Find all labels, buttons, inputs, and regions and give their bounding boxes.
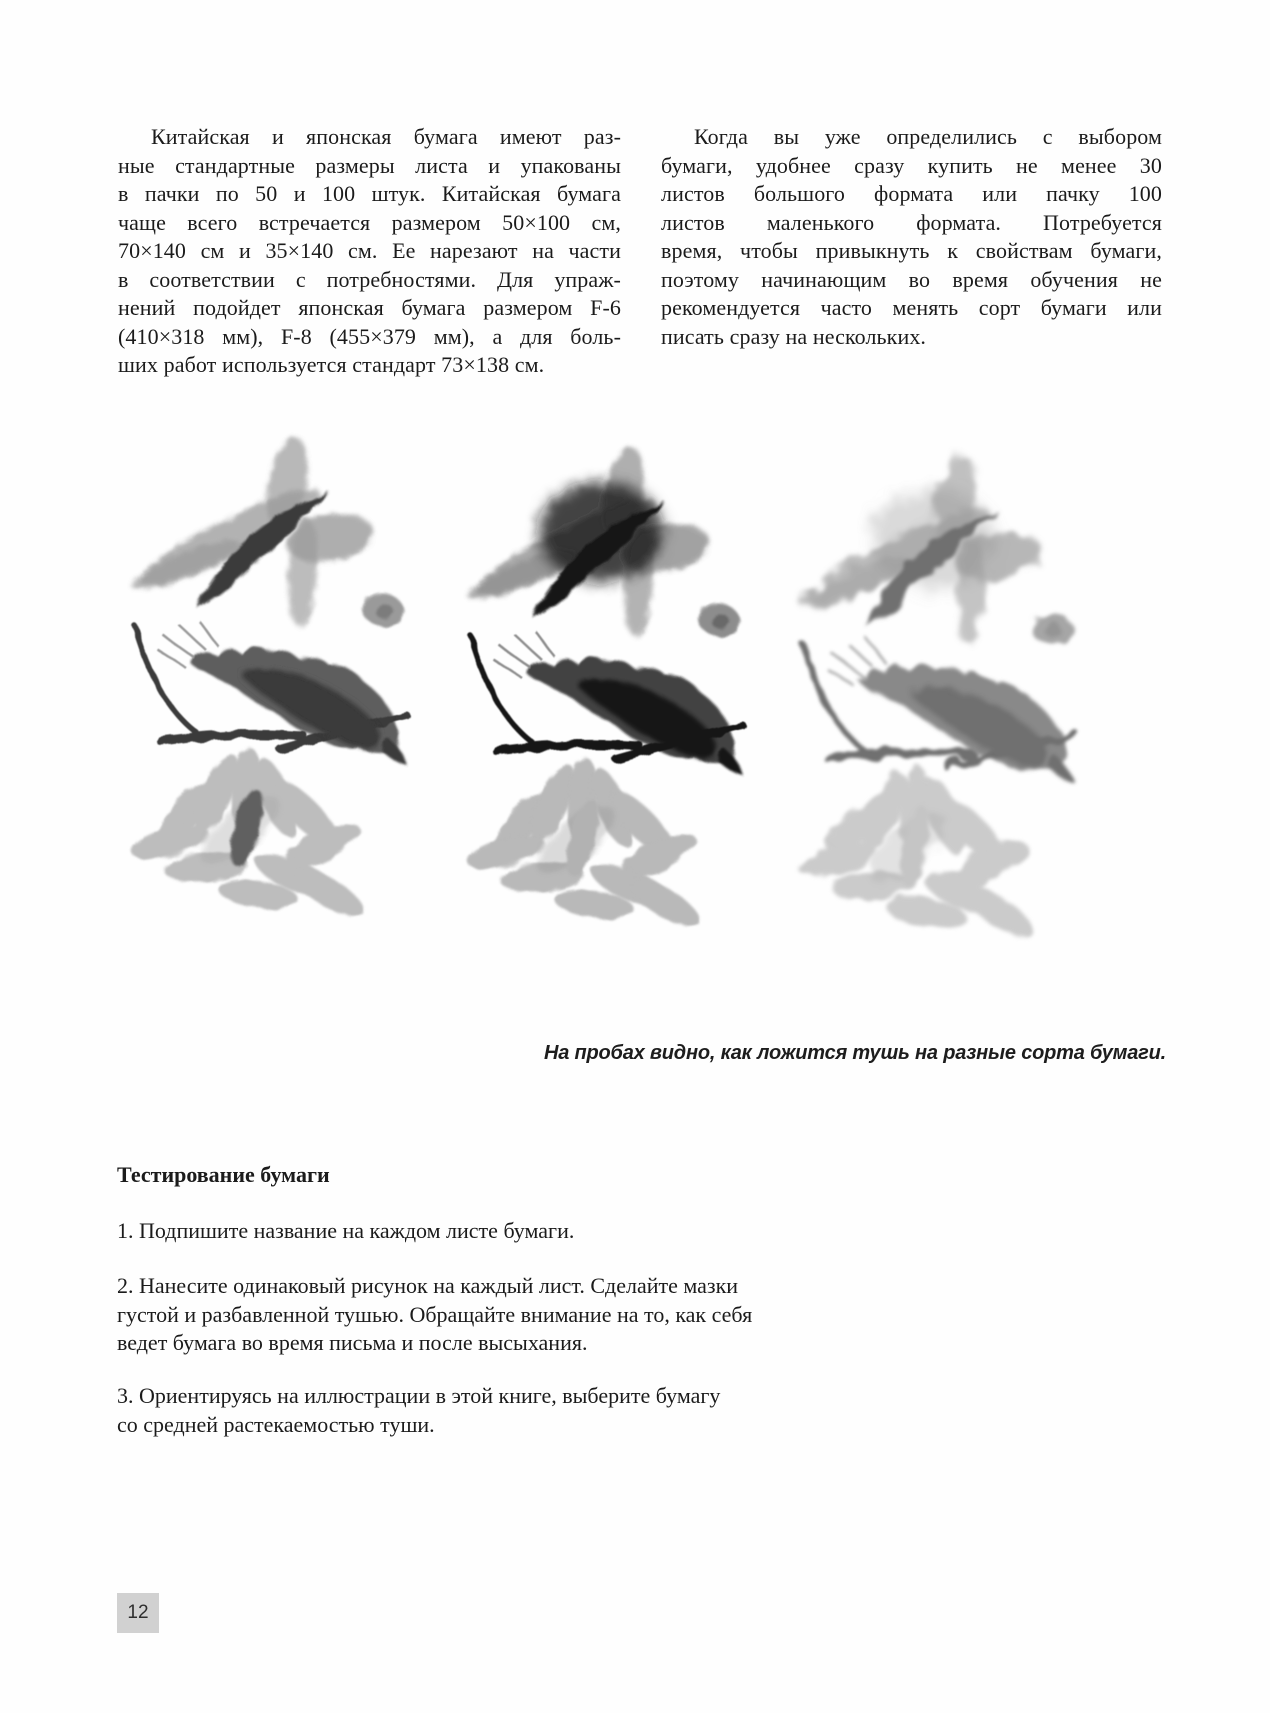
text-line: 1. Подпишите название на каждом листе бумаги.: [117, 1218, 575, 1243]
text-line: в пачки по 50 и 100 штук. Китайская бумага: [118, 181, 621, 206]
test-step-1: [117, 1217, 897, 1246]
text-line: (410×318 мм), F-8 (455×379 мм), а для боль-: [118, 323, 621, 349]
text-line: в соответствии с потребностями. Для упраж-: [118, 266, 621, 292]
page-number: 12: [127, 1602, 149, 1623]
paper-test-sample-3: [796, 452, 1075, 944]
ink-dot: [363, 594, 403, 626]
paper-test-sample-1: [128, 434, 407, 926]
chrysanthemum-strokes: [796, 764, 1039, 944]
caterpillar-branch-strokes: [471, 630, 743, 775]
bird-brush-strokes: [128, 434, 378, 627]
chrysanthemum-strokes: [128, 746, 371, 926]
text-line: листов маленького формата. Потребуется: [661, 209, 1162, 235]
test-step-2: [117, 1272, 897, 1358]
text-line: ших работ используется стандарт 73×138 см.: [118, 352, 545, 377]
text-line: 3. Ориентируясь на иллюстрации в этой книге, выберите бумагу: [117, 1383, 721, 1408]
text-line: 70×140 см и 35×140 см. Ее нарезают на части: [118, 238, 621, 263]
text-line: со средней растекаемостью туши.: [117, 1411, 435, 1437]
intro-paragraph-right: [661, 123, 1162, 351]
text-line: ные стандартные размеры листа и упакованы: [118, 152, 621, 178]
text-line: листов большого формата или пачку 100: [661, 181, 1162, 206]
test-step-3: [117, 1382, 897, 1439]
text-line: 2. Нанесите одинаковый рисунок на каждый лист. Сделайте мазки: [117, 1273, 739, 1298]
figure-caption: На пробах видно, как ложится тушь на разные сорта бумаги.: [543, 1042, 1166, 1064]
text-line: густой и разбавленной тушью. Обращайте внимание на то, как себя: [117, 1301, 753, 1327]
text-line: нений подойдет японская бумага размером F-6: [118, 295, 621, 320]
page-number-box: [117, 1593, 159, 1633]
bird-brush-strokes: [464, 444, 714, 637]
intro-paragraph-left: [118, 123, 621, 380]
text-line: поэтому начинающим во время обучения не: [661, 266, 1162, 292]
ink-wash-test-figure: [100, 400, 1170, 980]
section-heading: Тестирование бумаги: [117, 1162, 330, 1187]
text-line: Когда вы уже определились с выбором: [694, 124, 1162, 149]
chrysanthemum-strokes: [464, 756, 707, 936]
caterpillar-branch-strokes: [803, 638, 1075, 783]
text-line: ведет бумага во время письма и после высыхания.: [117, 1330, 588, 1355]
text-line: время, чтобы привыкнуть к свойствам бумаги,: [661, 238, 1162, 263]
ink-dot: [699, 604, 739, 636]
caterpillar-branch-strokes: [135, 620, 407, 765]
text-line: чаще всего встречается размером 50×100 см,: [118, 209, 621, 235]
text-line: рекомендуется часто менять сорт бумаги или: [661, 295, 1162, 320]
text-line: бумаги, удобнее сразу купить не менее 30: [661, 152, 1162, 178]
text-line: Китайская и японская бумага имеют раз-: [151, 124, 621, 149]
bird-brush-strokes: [796, 452, 1046, 645]
text-line: писать сразу на нескольких.: [661, 323, 927, 349]
ink-dot: [1031, 612, 1071, 644]
paper-test-sample-2: [464, 444, 743, 936]
